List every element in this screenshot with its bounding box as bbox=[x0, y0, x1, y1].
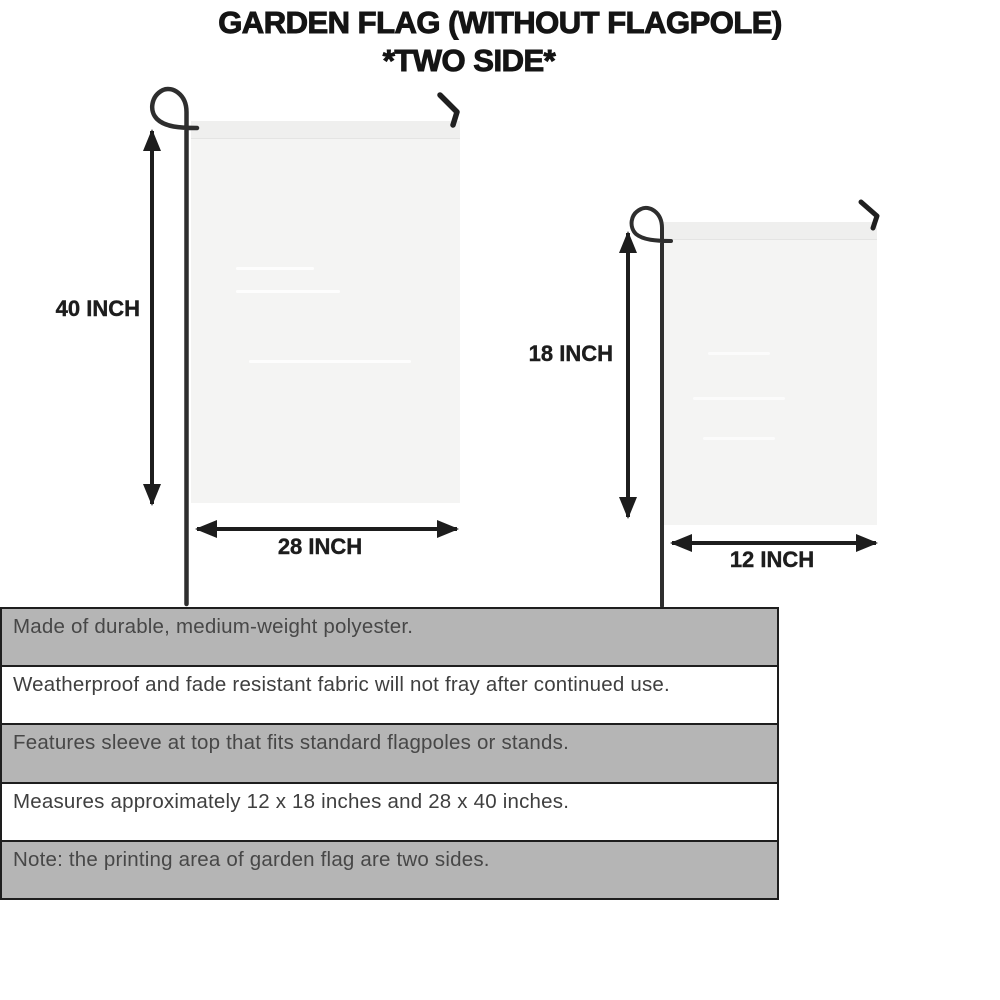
large-flag-height-label: 40 INCH bbox=[55, 296, 140, 321]
spec-row-text: Made of durable, medium-weight polyester. bbox=[13, 615, 414, 638]
title-line-2: *TWO SIDE* bbox=[382, 43, 556, 78]
fold-mark bbox=[236, 290, 340, 293]
fold-mark bbox=[693, 397, 785, 400]
spec-row-sleeve bbox=[2, 725, 777, 783]
small-flag-width-label: 12 INCH bbox=[729, 547, 815, 572]
large-flag-image bbox=[191, 121, 460, 503]
fold-mark bbox=[703, 437, 775, 440]
spec-row-material bbox=[2, 609, 777, 667]
spec-row-note bbox=[2, 842, 777, 898]
small-flag-image bbox=[663, 222, 877, 525]
fold-mark bbox=[708, 352, 770, 355]
fold-mark bbox=[236, 267, 314, 270]
spec-row-text: Measures approximately 12 x 18 inches and 28 x 40 inches. bbox=[13, 789, 570, 813]
title-line-1: GARDEN FLAG (WITHOUT FLAGPOLE) bbox=[218, 5, 782, 40]
large-flag-sleeve bbox=[191, 121, 460, 139]
spec-table bbox=[0, 607, 779, 900]
large-flag-width-label: 28 INCH bbox=[277, 534, 363, 559]
page-title bbox=[0, 4, 1000, 80]
spec-row-measurements bbox=[2, 784, 777, 842]
fold-mark bbox=[249, 360, 411, 363]
small-flag-height-label: 18 INCH bbox=[528, 341, 613, 366]
spec-row-text: Weatherproof and fade resistant fabric will not fray after continued use. bbox=[13, 673, 670, 697]
spec-row-text: Features sleeve at top that fits standard flagpoles or stands. bbox=[13, 731, 569, 755]
spec-row-weatherproof bbox=[2, 667, 777, 725]
small-flag-sleeve bbox=[663, 222, 877, 240]
spec-row-text: Note: the printing area of garden flag are two sides. bbox=[13, 847, 490, 871]
